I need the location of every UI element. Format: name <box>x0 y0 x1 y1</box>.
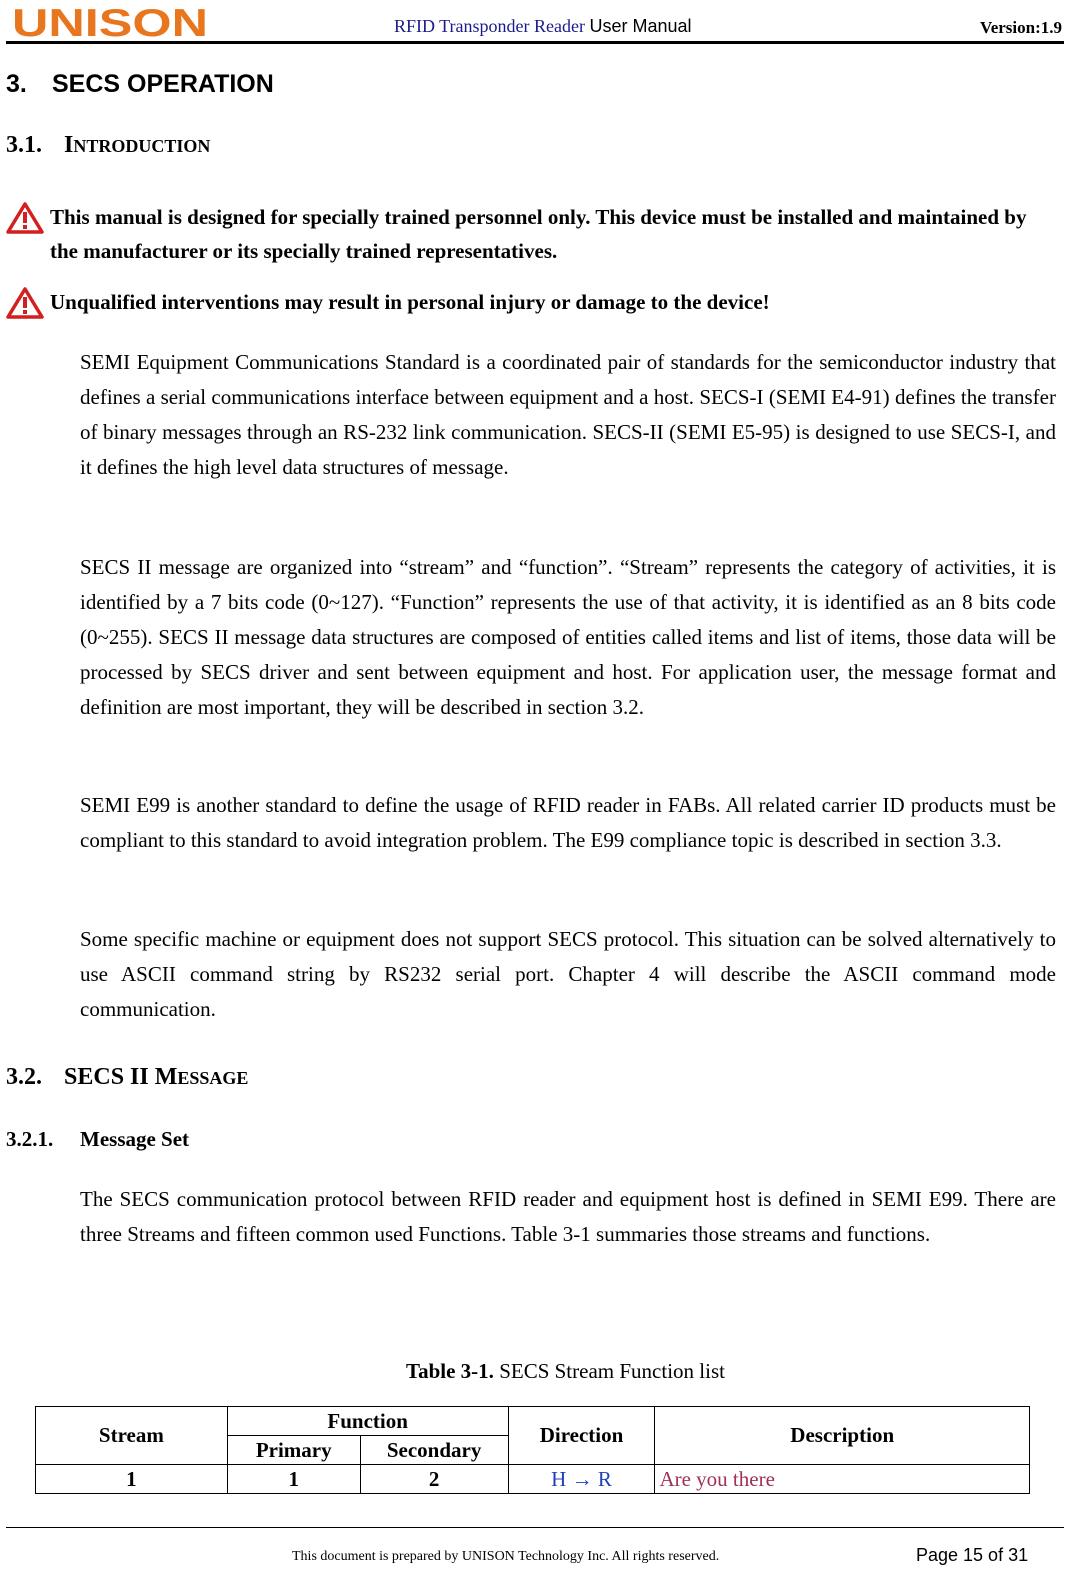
table-caption-text: SECS Stream Function list <box>493 1359 725 1383</box>
cell-direction: H → R <box>508 1465 655 1494</box>
intro-paragraph-stream-function: SECS II message are organized into “stream” and “function”. “Stream” represents the category of activities, it is identified by a 7 bits code (0~127). “Function” represents the use of that activity, it is identified as an 8 bits code (0~255). SECS II message data structures are composed of entities called items and list of items, those data will be processed by SECS driver and sent between equipment and host. For application user, the message format and definition are most important, they will be described in section 3.2. <box>80 555 1056 719</box>
warning-triangle-icon <box>6 202 44 234</box>
logo-text: UNISON <box>12 2 208 42</box>
header-primary: Primary <box>227 1436 360 1465</box>
section-number: 3.2. <box>6 1064 42 1090</box>
cell-stream: 1 <box>36 1465 228 1494</box>
unison-logo <box>12 2 212 42</box>
section-number: 3.2.1. <box>6 1127 54 1151</box>
secs-stream-function-table <box>35 1406 1030 1494</box>
warning-triangle-icon <box>6 287 44 319</box>
footer-copyright: This document is prepared by UNISON Technology Inc. All rights reserved. <box>292 1549 720 1564</box>
section-title-initial: I <box>64 132 74 158</box>
section-title-rest: ESSAGE <box>177 1068 249 1088</box>
section-3-2-heading <box>6 1064 248 1091</box>
message-set-paragraph: The SECS communication protocol between RFID reader and equipment host is defined in SEMI E99. There are three Streams and fifteen common used Functions. Table 3-1 summaries those streams and functions. <box>80 1187 1056 1246</box>
warning-text: Unqualified interventions may result in personal injury or damage to the device! <box>50 290 770 314</box>
warning-notice-1 <box>6 200 1056 268</box>
section-number: 3.1. <box>6 132 42 158</box>
header-divider <box>6 41 1064 44</box>
section-3-heading <box>6 70 274 99</box>
document-title-manual: User Manual <box>589 16 692 36</box>
section-title: Message Set <box>80 1127 190 1151</box>
intro-paragraph-e99: SEMI E99 is another standard to define the usage of RFID reader in FABs. All related carrier ID products must be compliant to this standard to avoid integration problem. The E99 compliance topic is described in section 3.3. <box>80 793 1056 852</box>
section-title-initial: SECS II M <box>64 1064 178 1090</box>
header-direction: Direction <box>508 1407 655 1465</box>
cell-description: Are you there <box>655 1465 1030 1494</box>
intro-paragraph-secs-standard: SEMI Equipment Communications Standard is a coordinated pair of standards for the semiconductor industry that defines a serial communications interface between equipment and a host. SECS-I (SEMI E4-91) defines the transfer of binary messages through an RS-232 link communication. SECS-II (SEMI E5-95) is designed to use SECS-I, and it defines the high level data structures of message. <box>80 350 1056 479</box>
section-3-1-heading <box>6 132 210 159</box>
section-title: SECS OPERATION <box>52 70 274 98</box>
intro-paragraph-ascii: Some specific machine or equipment does not support SECS protocol. This situation can be solved alternatively to use ASCII command string by RS232 serial port. Chapter 4 will describe the ASCII command mode communication. <box>80 927 1056 1021</box>
warning-text: This manual is designed for specially trained personnel only. This device must be installed and maintained by the manufacturer or its specially trained representatives. <box>50 205 1027 263</box>
document-title-product: RFID Transponder Reader <box>394 16 585 36</box>
page-header <box>0 0 1070 46</box>
footer-divider <box>6 1527 1064 1528</box>
cell-secondary: 2 <box>360 1465 508 1494</box>
cell-primary: 1 <box>227 1465 360 1494</box>
section-number: 3. <box>6 70 27 98</box>
header-secondary: Secondary <box>360 1436 508 1465</box>
table-caption <box>0 1359 1070 1384</box>
section-title-rest: NTRODUCTION <box>73 136 211 156</box>
document-title <box>394 16 692 37</box>
section-3-2-1-heading <box>6 1127 189 1152</box>
header-function: Function <box>227 1407 508 1436</box>
version-label: Version:1.9 <box>979 18 1062 37</box>
header-stream: Stream <box>36 1407 228 1465</box>
table-row <box>36 1465 1030 1494</box>
warning-notice-2 <box>6 285 1056 319</box>
header-description: Description <box>655 1407 1030 1465</box>
table-header-row <box>36 1407 1030 1436</box>
table-caption-label: Table 3-1. <box>406 1359 494 1383</box>
page-number: Page 15 of 31 <box>916 1545 1029 1565</box>
